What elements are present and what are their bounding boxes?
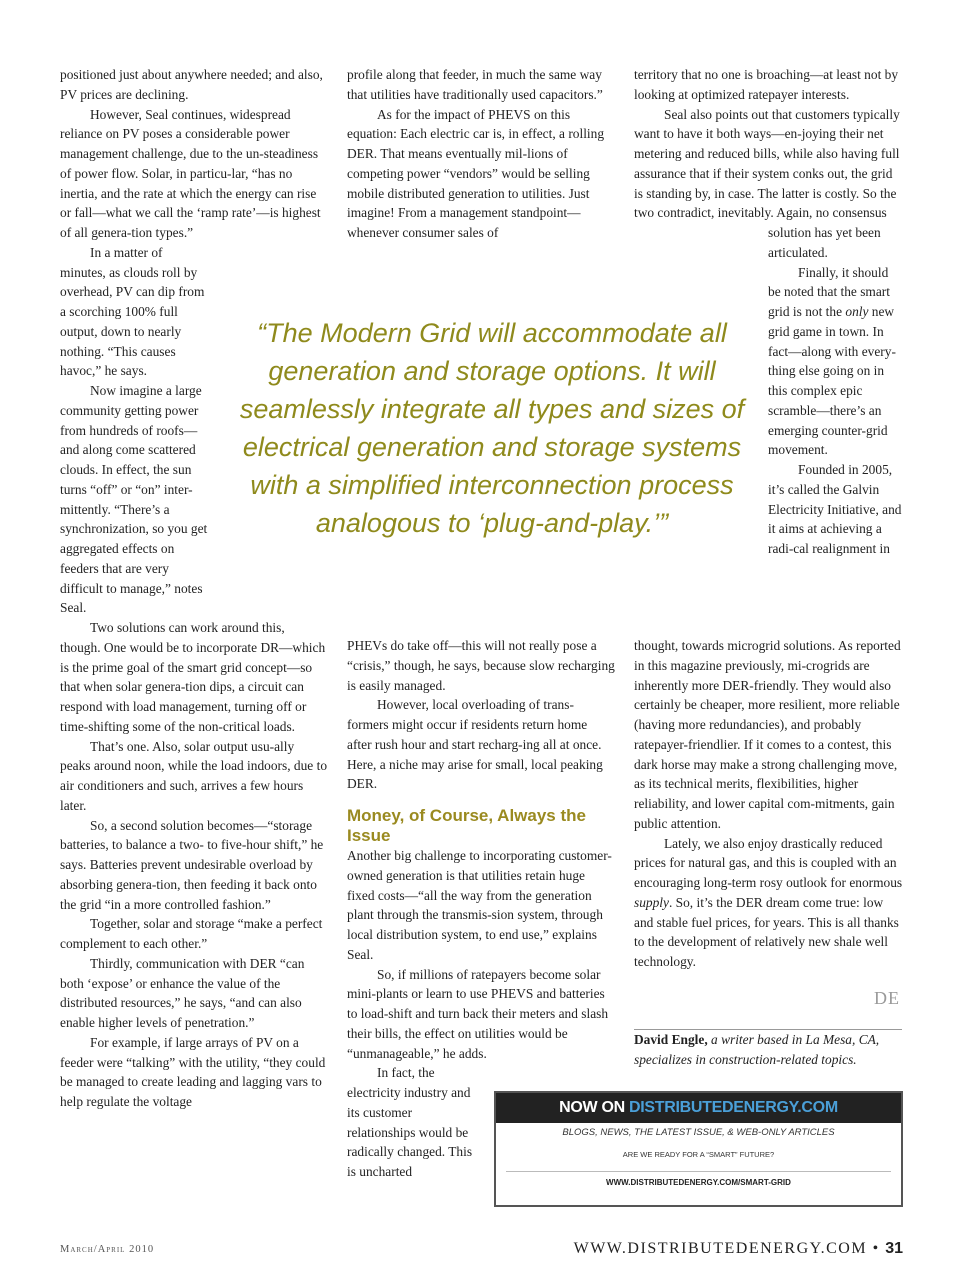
article-column-1 (60, 65, 328, 1112)
emphasis-text: supply (634, 894, 669, 910)
footer-bullet: • (872, 1240, 880, 1257)
paragraph: Now imagine a large community getting power from hundreds of roofs—and along come scattered clouds. In effect, the sun turns “off” or “on” inter-mittently. “There’s a synchronization, so you get aggregated effects on feeders that are very difficult to manage,” notes Seal. (60, 383, 208, 616)
wrapped-text-block (768, 223, 904, 559)
paragraph: However, local overloading of trans-formers might occur if residents return home after rush hour and start recharg-ing all at once. Here, a niche may arise for small, local peaking DER. (347, 697, 603, 792)
paragraph: PHEVs do take off—this will not really pose a “crisis,” though, he says, because slow recharging is easily managed. (347, 638, 615, 693)
paragraph: thought, towards microgrid solutions. As reported in this magazine previously, mi-crogrids are inherently more DER-friendly. They would also certainly be cheaper, more resilient, more reliable (having more redundancies), and probably ratepayer-friendlier. If it comes to a contest, this dark horse may make a strong challenging move, as its technical merits, flexibilities, higher reliability, and lower capital com-mitments, gain public attention. (634, 638, 901, 831)
paragraph: For example, if large arrays of PV on a feeder were “talking” with the utility, “they could be managed to create leading and lagging vars to help regulate the voltage (60, 1034, 326, 1109)
paragraph: territory that no one is broaching—at least not by looking at optimized ratepayer interests. (634, 67, 899, 102)
footer-site-page (574, 1240, 903, 1258)
text-run: Finally, it should be noted that the smart grid is not the (768, 264, 890, 319)
page-number: 31 (885, 1240, 903, 1257)
paragraph: So, a second solution becomes—“storage batteries, to balance a two- to five-hour shift,” he says. Batteries prevent undesirable overload by absorbing genera-tion, then feeding it back onto the grid “in a more controlled fashion.” (60, 817, 324, 912)
paragraph: Seal also points out that customers typically want to have it both ways—en-joying their net metering and reduced bills, while also having full assurance that if their system conks out, the grid is standing by, in case. The latter is costly. So the two contradict, inevitably. Again, no consensus (634, 106, 900, 221)
footer-issue-date: March/April 2010 (60, 1244, 155, 1255)
paragraph (634, 834, 904, 972)
author-bio (634, 1030, 904, 1070)
promo-url-link[interactable]: WWW.DISTRIBUTEDENERGY.COM/SMART-GRID (606, 1178, 791, 1187)
promo-now-on: NOW ON (559, 1099, 625, 1116)
footer-site: WWW.DISTRIBUTEDENERGY.COM (573, 1240, 868, 1257)
paragraph: solution has yet been articulated. (768, 225, 881, 260)
paragraph: So, if millions of ratepayers become solar mini-plants or learn to use PHEVS and batteries to load-shift and turn back their meters and slash their bills, the effect on utilities would be “unmanageable,” he adds. (347, 966, 609, 1061)
paragraph: As for the impact of PHEVS on this equation: Each electric car is, in effect, a rolling DER. That means eventually mil-lions of competing power “vendors” would be selling mobile distributed generation to utilities. Just imagine! From a management standpoint—whenever consumer sales of (347, 106, 605, 240)
end-mark: DE (874, 988, 900, 1008)
article-column-3-lower (634, 636, 904, 972)
paragraph: In a matter of minutes, as clouds roll by overhead, PV can dip from a scorching 100% full output, down to nearly nothing. “This causes havoc,” he says. (60, 244, 205, 379)
paragraph: Founded in 2005, it’s called the Galvin Electricity Initiative, and it aims at achieving a radi-cal realignment in (768, 462, 902, 556)
paragraph: That’s one. Also, solar output usu-ally peaks around noon, while the load indoors, due to air conditioners and such, arrives a few hours later. (60, 738, 328, 813)
paragraph: In fact, the electricity industry and its customer relationships would be radically changed. This is uncharted (347, 1065, 473, 1179)
promo-site-link[interactable]: DISTRIBUTEDENERGY.COM (629, 1099, 838, 1116)
paragraph: profile along that feeder, in much the same way that utilities have traditionally used capacitors.” (347, 67, 603, 102)
wrapped-text-block (347, 1063, 475, 1182)
promo-divider (506, 1171, 891, 1172)
promo-tagline: BLOGS, NEWS, THE LATEST ISSUE, & WEB-ONLY ARTICLES (562, 1127, 835, 1138)
section-subhead: Money, of Course, Always the Issue (347, 806, 586, 845)
pull-quote: “The Modern Grid will accommodate all generation and storage options. It will seamlessly integrate all types and sizes of electrical generation and storage systems with a simplified interconnection process analogous to ‘plug-and-play.’” (239, 318, 745, 538)
wrapped-text-block (60, 243, 210, 618)
text-run: . So, it’s the DER dream come true: low and stable fuel prices, for years. This is all thanks to the development of relatively new shale well technology. (634, 894, 899, 969)
emphasis-text: only (845, 304, 869, 319)
text-run: new grid game in town. In fact—along with every-thing else going on in this complex epic scramble—there’s an emerging counter-grid movement. (768, 304, 896, 458)
paragraph: Another big challenge to incorporating customer-owned generation is that utilities retain huge fixed costs—“all the way from the generation plant through the transmis-sion system, through local distribution system, to end use,” explains Seal. (347, 848, 612, 962)
paragraph: Thirdly, communication with DER “can both ‘expose’ or enhance the value of the distributed resources,” he says, “and can also enable higher levels of penetration.” (60, 955, 305, 1030)
author-name: David Engle, (634, 1032, 708, 1047)
promo-question: ARE WE READY FOR A “SMART” FUTURE? (622, 1150, 775, 1159)
paragraph (768, 263, 904, 461)
promo-box[interactable] (494, 1091, 903, 1207)
text-run: Lately, we also enjoy drastically reduced prices for natural gas, and this is coupled with an encouraging long-term rosy outlook for enormous (634, 835, 903, 890)
author-description: a writer based in La Mesa, CA, specializes in construction-related topics. (634, 1032, 880, 1067)
paragraph: Two solutions can work around this, though. One would be to incorporate DR—which is the prime goal of the smart grid concept—so that when solar genera-tion dips, a circuit can respond with load management, turning off or time-shifting some of the non-critical loads. (60, 620, 326, 734)
paragraph: Together, solar and storage “make a perfect complement to each other.” (60, 916, 323, 951)
paragraph: However, Seal continues, widespread reliance on PV poses a considerable power management challenge, due to the un-steadiness of power flow. Solar, in particu-lar, “has no inertia, and the rate at which the energy can rise or fall—what we call the ‘ramp rate’—is highest of all genera-tion types.” (60, 106, 321, 240)
paragraph: positioned just about anywhere needed; and also, PV prices are declining. (60, 67, 323, 102)
promo-header (496, 1093, 901, 1123)
article-column-2-upper (347, 65, 615, 243)
